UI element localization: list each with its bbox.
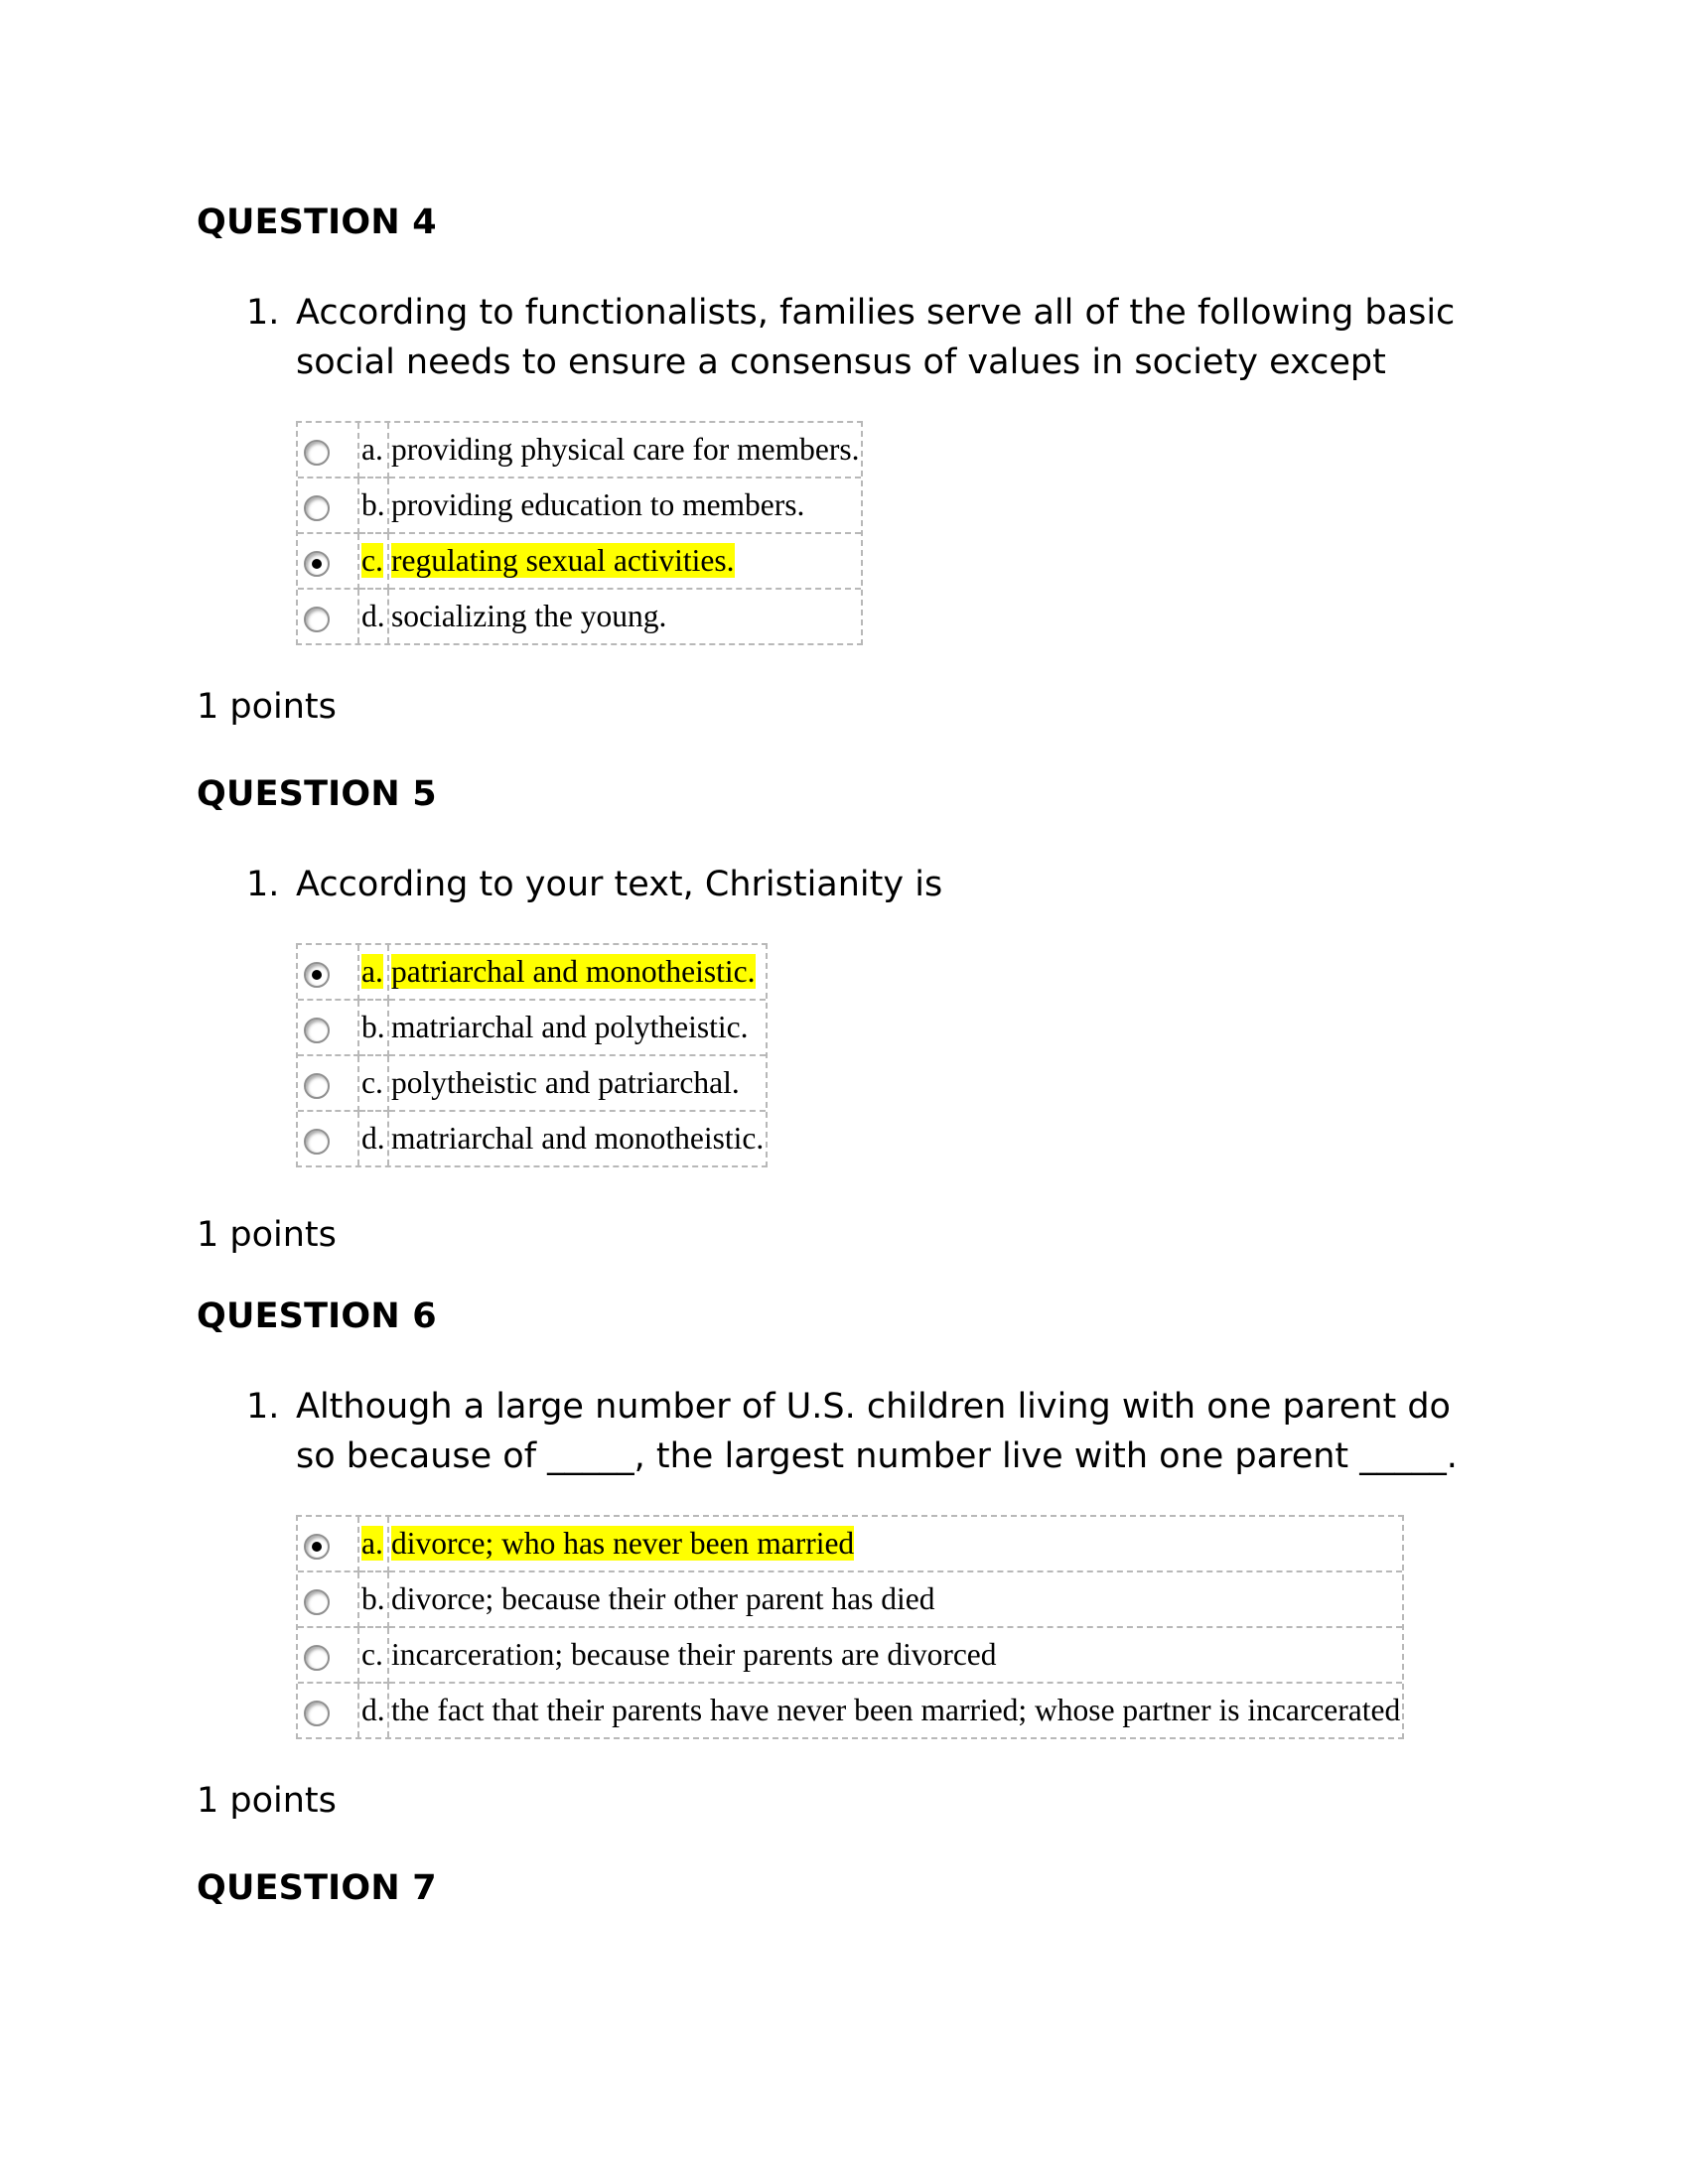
radio-button[interactable] — [304, 607, 330, 632]
answer-row[interactable] — [298, 423, 861, 478]
prompt-text: According to your text, Christianity is — [296, 865, 943, 904]
answer-text: providing education to members. — [389, 478, 861, 534]
answer-letter: d. — [359, 1684, 389, 1737]
radio-cell[interactable] — [298, 590, 359, 643]
answer-text: divorce; because their other parent has died — [389, 1572, 1402, 1628]
radio-cell[interactable] — [298, 1056, 359, 1112]
points-label: 1 points — [197, 1781, 337, 1821]
question-heading: QUESTION 5 — [197, 774, 437, 814]
radio-cell[interactable] — [298, 1684, 359, 1737]
radio-button-selected[interactable] — [304, 1534, 330, 1560]
answer-text: the fact that their parents have never been married; whose partner is incarcerated — [391, 1693, 1401, 1727]
points-label: 1 points — [197, 687, 337, 727]
answer-row[interactable] — [298, 1628, 1402, 1684]
radio-cell[interactable] — [298, 1001, 359, 1056]
answer-letter: d. — [359, 590, 389, 643]
answer-letter — [359, 1517, 389, 1572]
radio-cell[interactable] — [298, 1628, 359, 1684]
answer-letter: b. — [359, 1572, 389, 1628]
radio-button[interactable] — [304, 1701, 330, 1726]
answer-row[interactable] — [298, 1056, 766, 1112]
answer-letter — [359, 534, 389, 590]
answer-text: matriarchal and polytheistic. — [389, 1001, 766, 1056]
radio-button[interactable] — [304, 440, 330, 466]
answer-text — [389, 1517, 1402, 1572]
answer-row[interactable] — [298, 1684, 1402, 1737]
answer-text: providing physical care for members. — [389, 423, 861, 478]
answer-row[interactable] — [298, 1001, 766, 1056]
prompt-number: 1. — [246, 293, 280, 333]
radio-cell[interactable] — [298, 1112, 359, 1165]
highlighted-answer-text: patriarchal and monotheistic. — [391, 954, 756, 989]
answer-table — [296, 421, 863, 645]
radio-button[interactable] — [304, 1018, 330, 1043]
answer-row[interactable] — [298, 1112, 766, 1165]
answer-letter — [359, 945, 389, 1001]
answer-text: polytheistic and patriarchal. — [389, 1056, 766, 1112]
radio-cell[interactable] — [298, 423, 359, 478]
radio-button[interactable] — [304, 1073, 330, 1099]
answer-letter: b. — [359, 478, 389, 534]
answer-row[interactable] — [298, 478, 861, 534]
radio-button-selected[interactable] — [304, 962, 330, 988]
question-heading: QUESTION 6 — [197, 1297, 437, 1336]
points-label: 1 points — [197, 1215, 337, 1255]
radio-button[interactable] — [304, 1589, 330, 1615]
answer-row[interactable] — [298, 1517, 1402, 1572]
answer-table — [296, 1515, 1404, 1739]
answer-letter: c. — [359, 1056, 389, 1112]
prompt-text: According to functionalists, families serve all of the following basic social needs to ensure a consensus of values in society except — [296, 293, 1456, 382]
highlighted-letter: a. — [361, 954, 383, 989]
radio-button[interactable] — [304, 1645, 330, 1671]
radio-button-selected[interactable] — [304, 551, 330, 577]
prompt-number: 1. — [246, 1387, 280, 1427]
radio-cell[interactable] — [298, 478, 359, 534]
answer-text — [389, 945, 766, 1001]
answer-row[interactable] — [298, 590, 861, 643]
highlighted-answer-text: divorce; who has never been married — [391, 1526, 855, 1561]
question-heading: QUESTION 7 — [197, 1868, 437, 1908]
prompt-text: Although a large number of U.S. children living with one parent do so because of _____, the largest number live with one parent _____. — [296, 1387, 1458, 1476]
answer-text: incarceration; because their parents are divorced — [389, 1628, 1402, 1684]
answer-row[interactable] — [298, 1572, 1402, 1628]
radio-cell[interactable] — [298, 1572, 359, 1628]
question-prompt — [246, 1382, 1497, 1481]
radio-button[interactable] — [304, 495, 330, 521]
highlighted-letter: a. — [361, 1526, 383, 1561]
highlighted-letter: c. — [361, 543, 383, 578]
prompt-number: 1. — [246, 865, 280, 904]
question-prompt — [246, 288, 1497, 387]
answer-letter: b. — [359, 1001, 389, 1056]
radio-cell[interactable] — [298, 534, 359, 590]
answer-letter: c. — [359, 1628, 389, 1684]
question-heading: QUESTION 4 — [197, 203, 437, 242]
answer-table — [296, 943, 768, 1167]
answer-text: matriarchal and monotheistic. — [391, 1121, 765, 1156]
answer-letter: a. — [359, 423, 389, 478]
answer-text: socializing the young. — [391, 599, 667, 633]
radio-cell[interactable] — [298, 1517, 359, 1572]
answer-text — [389, 534, 861, 590]
highlighted-answer-text: regulating sexual activities. — [391, 543, 735, 578]
radio-button[interactable] — [304, 1129, 330, 1155]
radio-cell[interactable] — [298, 945, 359, 1001]
answer-row[interactable] — [298, 534, 861, 590]
answer-row[interactable] — [298, 945, 766, 1001]
answer-letter: d. — [359, 1112, 389, 1165]
question-prompt — [246, 860, 1497, 909]
